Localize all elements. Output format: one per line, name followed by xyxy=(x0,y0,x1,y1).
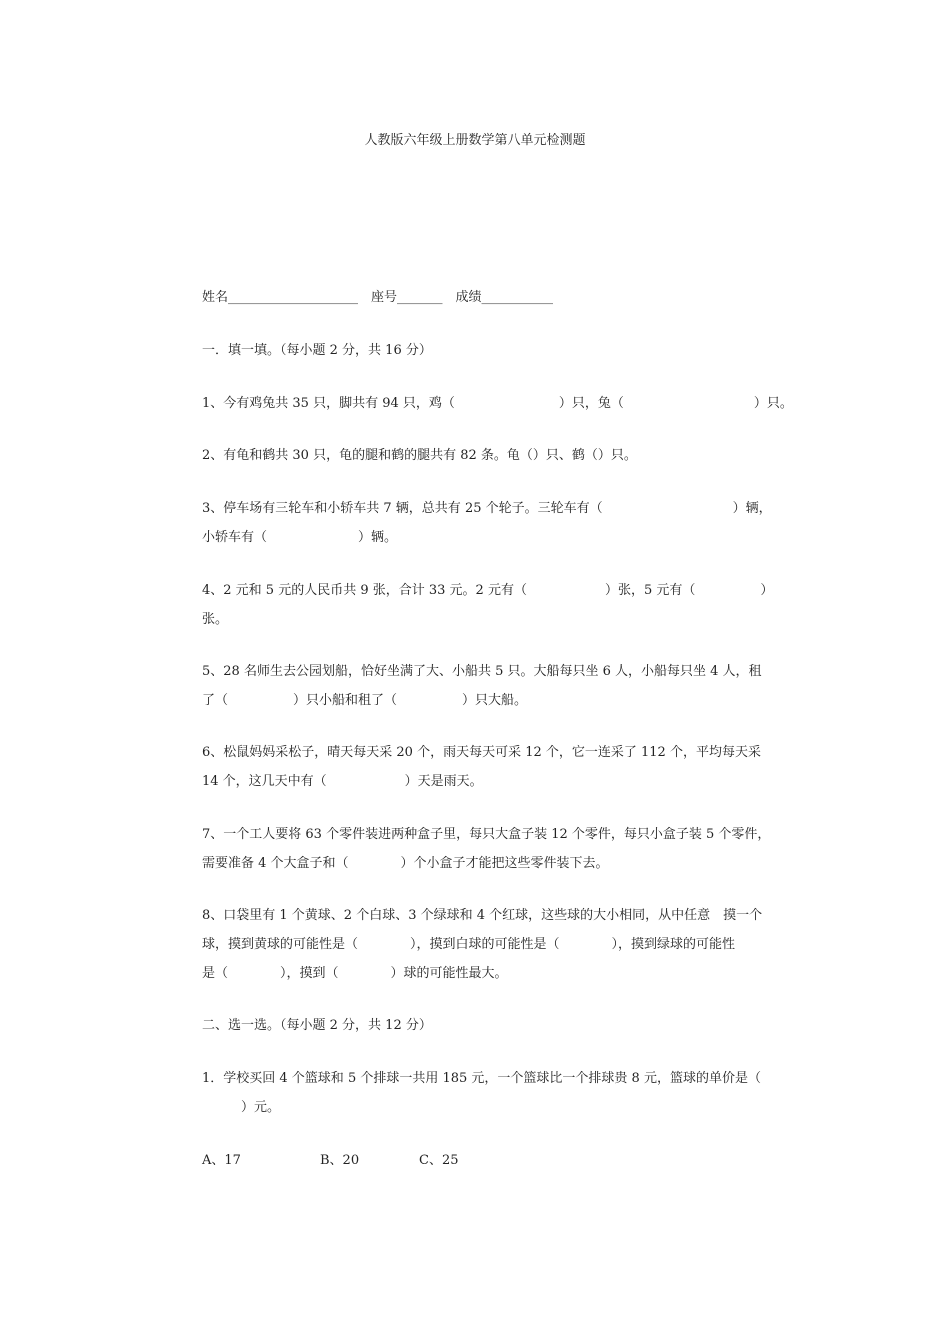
option-c: C、25 xyxy=(419,1153,459,1168)
section2-heading: 二、选一选。（每小题 2 分，共 12 分） xyxy=(202,1018,432,1033)
question-2-1-line2: ）元。 xyxy=(202,1100,281,1115)
question-1-1: 1、今有鸡兔共 35 只，脚共有 94 只，鸡（ ）只，兔（ ）只。 xyxy=(202,396,793,411)
question-1-8-line1: 8、口袋里有 1 个黄球、2 个白球、3 个绿球和 4 个红球，这些球的大小相同，从中任意 摸一个 xyxy=(202,908,763,923)
question-2-1-line1: 1．学校买回 4 个篮球和 5 个排球一共用 185 元，一个篮球比一个排球贵 8 元，篮球的单价是（ xyxy=(202,1071,761,1086)
option-a: A、17 xyxy=(202,1153,241,1168)
question-1-3-line2: 小轿车有（ ）辆。 xyxy=(202,530,398,545)
document-title: 人教版六年级上册数学第八单元检测题 xyxy=(364,133,586,148)
option-b: B、20 xyxy=(320,1153,360,1168)
question-1-4-line1: 4、2 元和 5 元的人民币共 9 张，合计 33 元。2 元有（ ）张，5 元有（ ） xyxy=(202,583,774,598)
question-1-8-line3: 是（ ），摸到（ ）球的可能性最大。 xyxy=(202,966,508,981)
question-1-2: 2、有龟和鹤共 30 只，龟的腿和鹤的腿共有 82 条。龟（）只、鹤（）只。 xyxy=(202,448,637,463)
question-1-6-line1: 6、松鼠妈妈采松子，晴天每天采 20 个，雨天每天可采 12 个，它一连采了 112 个，平均每天采 xyxy=(202,745,761,760)
question-1-7-line1: 7、一个工人要将 63 个零件装进两种盒子里，每只大盒子装 12 个零件，每只小盒子装 5 个零件， xyxy=(202,827,771,842)
question-1-5-line2: 了（ ）只小船和租了（ ）只大船。 xyxy=(202,693,528,708)
section1-heading: 一．填一填。（每小题 2 分，共 16 分） xyxy=(202,343,432,358)
student-info-line: 姓名____________________ 座号_______ 成绩___________ xyxy=(202,290,554,305)
question-1-7-line2: 需要准备 4 个大盒子和（ ）个小盒子才能把这些零件装下去。 xyxy=(202,856,609,871)
question-1-3-line1: 3、停车场有三轮车和小轿车共 7 辆，总共有 25 个轮子。三轮车有（ ）辆， xyxy=(202,501,772,516)
question-1-6-line2: 14 个，这几天中有（ ）天是雨天。 xyxy=(202,774,483,789)
question-1-8-line2: 球，摸到黄球的可能性是（ ），摸到白球的可能性是（ ），摸到绿球的可能性 xyxy=(202,937,736,952)
question-1-4-line2: 张。 xyxy=(202,612,229,627)
question-1-5-line1: 5、28 名师生去公园划船，恰好坐满了大、小船共 5 只。大船每只坐 6 人，小船每只坐 4 人，租 xyxy=(202,664,762,679)
